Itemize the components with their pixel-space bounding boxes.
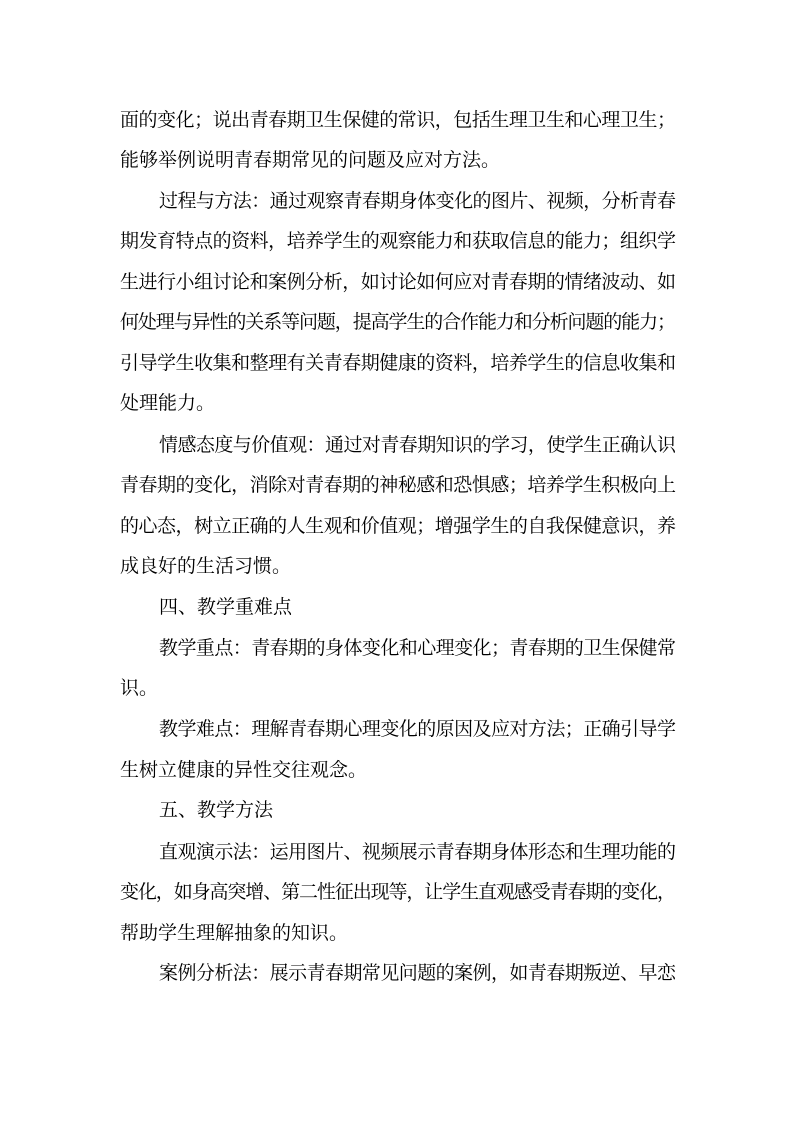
text-line: 过程与方法：通过观察青春期身体变化的图片、视频，分析青春 [159, 190, 676, 212]
section-heading: 五、教学方法 [159, 799, 274, 821]
text-line: 引导学生收集和整理有关青春期健康的资料，培养学生的信息收集和 [120, 352, 676, 374]
text-line: 生进行小组讨论和案例分析，如讨论如何应对青春期的情绪波动、如 [120, 271, 676, 293]
text-line: 直观演示法：运用图片、视频展示青春期身体形态和生理功能的 [159, 841, 676, 863]
text-line: 青春期的变化，消除对青春期的神秘感和恐惧感；培养学生积极向上 [120, 474, 676, 496]
text-line: 变化，如身高突增、第二性征出现等，让学生直观感受青春期的变化， [120, 881, 675, 903]
text-line: 教学重点：青春期的身体变化和心理变化；青春期的卫生保健常 [159, 637, 676, 659]
text-line: 面的变化；说出青春期卫生保健的常识，包括生理卫生和心理卫生； [120, 109, 676, 131]
text-line: 情感态度与价值观：通过对青春期知识的学习，使学生正确认识 [159, 434, 676, 456]
text-line: 能够举例说明青春期常见的问题及应对方法。 [120, 149, 501, 171]
text-line: 案例分析法：展示青春期常见问题的案例，如青春期叛逆、早恋 [159, 962, 676, 984]
text-line: 何处理与异性的关系等问题，提高学生的合作能力和分析问题的能力； [120, 311, 675, 333]
text-line: 成良好的生活习惯。 [120, 555, 292, 577]
text-line: 生树立健康的异性交往观念。 [120, 759, 368, 781]
text-line: 帮助学生理解抽象的知识。 [120, 922, 349, 944]
text-line: 教学难点：理解青春期心理变化的原因及应对方法；正确引导学 [159, 718, 676, 740]
text-line: 的心态，树立正确的人生观和价值观；增强学生的自我保健意识，养 [120, 515, 676, 537]
text-line: 识。 [120, 677, 159, 699]
section-heading: 四、教学重难点 [159, 596, 293, 618]
text-line: 期发育特点的资料，培养学生的观察能力和获取信息的能力；组织学 [120, 230, 676, 252]
text-line: 处理能力。 [120, 392, 216, 414]
